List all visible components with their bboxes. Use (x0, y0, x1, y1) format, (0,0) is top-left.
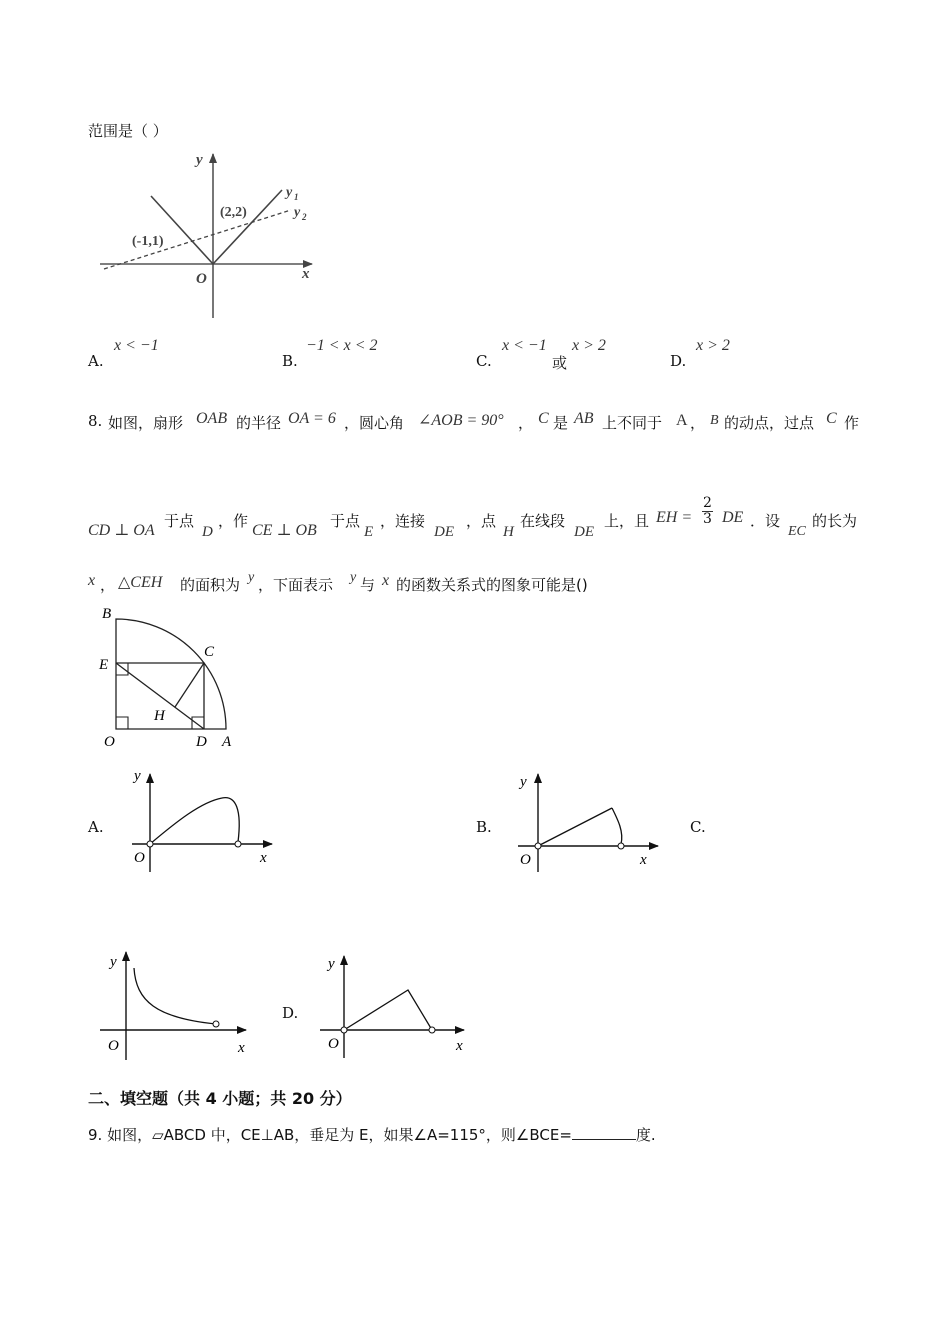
q8-text-9: 作 (844, 414, 860, 432)
q8-option-c-label: C. (690, 818, 706, 836)
q7-option-d-expr: x > 2 (696, 337, 730, 354)
q8-math-c: C (538, 410, 549, 427)
origin-label: O (520, 852, 531, 868)
q8-math-b: B (710, 413, 719, 428)
segment-ch (175, 663, 204, 707)
open-point-origin (341, 1027, 347, 1033)
curve-b (612, 808, 622, 844)
q8-math-eh: EH = (656, 509, 693, 526)
q7-option-a-label: A. (88, 352, 104, 370)
q8-option-d-label: D. (282, 1004, 299, 1022)
q8-text-3: ，圆心角 (344, 414, 405, 432)
open-point-end (213, 1021, 219, 1027)
axis-x-label: x (238, 1040, 245, 1056)
origin-label: O (108, 1038, 119, 1054)
q8-math-y: y (248, 570, 255, 585)
q7-stem-tail: 范围是（ ） (88, 122, 168, 140)
q8-math-de: DE (434, 524, 454, 540)
q7-option-c-label: C. (476, 352, 492, 370)
q8-math-a: A (676, 412, 688, 429)
q8-text-21: ，下面表示 (258, 576, 334, 594)
q8-fraction-num: 2 (703, 495, 712, 511)
sector-outline (116, 619, 226, 729)
q8-text-14: ，点 (466, 512, 497, 530)
q8-text-10: 于点 (164, 512, 195, 530)
q8-math-triangle: △CEH (118, 574, 163, 591)
y1-line (151, 190, 282, 264)
label-e: E (99, 657, 109, 673)
axis-y-label: y (134, 768, 141, 784)
section-2-title: 二、填空题（共 4 小题；共 20 分） (88, 1089, 352, 1108)
label-c: C (204, 644, 215, 660)
q7-option-c-expr2: x > 2 (572, 337, 606, 354)
open-point-end (429, 1027, 435, 1033)
q8-text-12: 于点 (330, 512, 361, 530)
q7-origin: O (196, 271, 207, 287)
open-point-origin (147, 841, 153, 847)
q8-option-b-label: B. (476, 818, 492, 836)
q7-y2-label: y (294, 205, 301, 220)
open-point-end (235, 841, 241, 847)
q8-math-cd-oa: CD ⊥ OA (88, 522, 155, 539)
q8-option-a-label: A. (88, 818, 104, 836)
q7-y2-sub: 2 (302, 212, 307, 222)
q8-text-16: 上，且 (604, 512, 650, 530)
q8-text-6: 上不同于 (602, 414, 663, 432)
label-b: B (102, 606, 112, 622)
q8-text-11: ，作 (218, 512, 249, 530)
q8-option-c-graph (96, 946, 256, 1061)
q8-math-oab: OAB (196, 410, 228, 427)
q8-text-20: 的面积为 (180, 576, 241, 594)
q8-text-19: ， (100, 576, 116, 594)
q9-tail: 度. (635, 1126, 656, 1144)
q7-graph (96, 148, 326, 323)
open-point-origin (535, 843, 541, 849)
q9-answer-blank (572, 1125, 636, 1140)
q8-text-5: 是 (553, 414, 569, 432)
label-a: A (222, 734, 232, 750)
q8-math-x: x (88, 572, 96, 589)
q7-y1-sub: 1 (294, 192, 299, 202)
q8-math-c2: C (826, 410, 837, 427)
q8-text-15: 在线段 (520, 512, 566, 530)
q7-point-2-2: (2,2) (220, 205, 247, 220)
q7-option-a-expr: x < −1 (114, 337, 159, 354)
curve-a (150, 798, 239, 844)
q7-point-neg1-1: (-1,1) (132, 234, 164, 249)
label-d: D (196, 734, 207, 750)
axis-x-label: x (260, 850, 267, 866)
q8-text-18: 的长为 (812, 512, 858, 530)
q8-math-e: E (364, 524, 374, 540)
label-h: H (154, 708, 165, 724)
q8-math-d: D (202, 524, 213, 540)
axis-x-label: x (640, 852, 647, 868)
q8-math-arc-ab: AB (574, 410, 594, 427)
q8-option-a-graph (126, 762, 286, 877)
right-angle-o (116, 717, 128, 729)
q8-text-13: ，连接 (380, 512, 426, 530)
q8-math-angle: ∠AOB = 90° (418, 412, 504, 429)
q8-text-7: ， (690, 414, 706, 432)
q8-option-d-graph (314, 950, 474, 1060)
axis-y-label: y (110, 954, 117, 970)
q8-number: 8. (88, 412, 103, 430)
q7-option-c-or: 或 (552, 354, 568, 372)
q7-y1-label: y (286, 185, 293, 200)
q8-text-2: 的半径 (236, 414, 282, 432)
origin-label: O (328, 1036, 339, 1052)
q8-math-de3: DE (722, 509, 744, 526)
q8-text-1: 如图，扇形 (108, 414, 184, 432)
q8-text-8: 的动点，过点 (724, 414, 815, 432)
q9-text: 9. 如图，▱ABCD 中，CE⊥AB，垂足为 E，如果∠A=115°，则∠BCE= (88, 1126, 572, 1144)
label-o: O (104, 734, 115, 750)
q8-math-oa6: OA = 6 (288, 410, 336, 427)
q7-option-b-label: B. (282, 352, 298, 370)
q8-math-h: H (503, 524, 514, 540)
open-point-end (618, 843, 624, 849)
q7-option-c-expr1: x < −1 (502, 337, 547, 354)
line-b (538, 808, 612, 846)
axis-y-label: y (328, 956, 335, 972)
q7-y-label: y (196, 152, 203, 168)
q7-x-label: x (302, 266, 310, 282)
q8-fraction-den: 3 (703, 511, 712, 527)
q8-math-ec: EC (788, 524, 806, 539)
q8-text-17: ．设 (750, 512, 781, 530)
q7-option-b-expr: −1 < x < 2 (306, 337, 378, 354)
q8-math-de2: DE (574, 524, 594, 540)
curve-c (134, 968, 216, 1024)
q8-math-ce-ob: CE ⊥ OB (252, 522, 317, 539)
q8-math-x2: x (382, 572, 390, 589)
q9-container (88, 1124, 656, 1145)
q8-math-y2: y (350, 570, 357, 585)
q8-text-4: ， (518, 414, 534, 432)
q8-option-b-graph (512, 762, 672, 877)
axis-y-label: y (520, 774, 527, 790)
axis-x-label: x (456, 1038, 463, 1054)
q8-fraction (702, 496, 713, 527)
q8-text-22: 与 (360, 576, 376, 594)
q8-sector-figure (96, 600, 246, 755)
origin-label: O (134, 850, 145, 866)
q8-text-23: 的函数关系式的图象可能是() (396, 576, 588, 594)
q7-option-d-label: D. (670, 352, 687, 370)
polyline-d (344, 990, 432, 1030)
